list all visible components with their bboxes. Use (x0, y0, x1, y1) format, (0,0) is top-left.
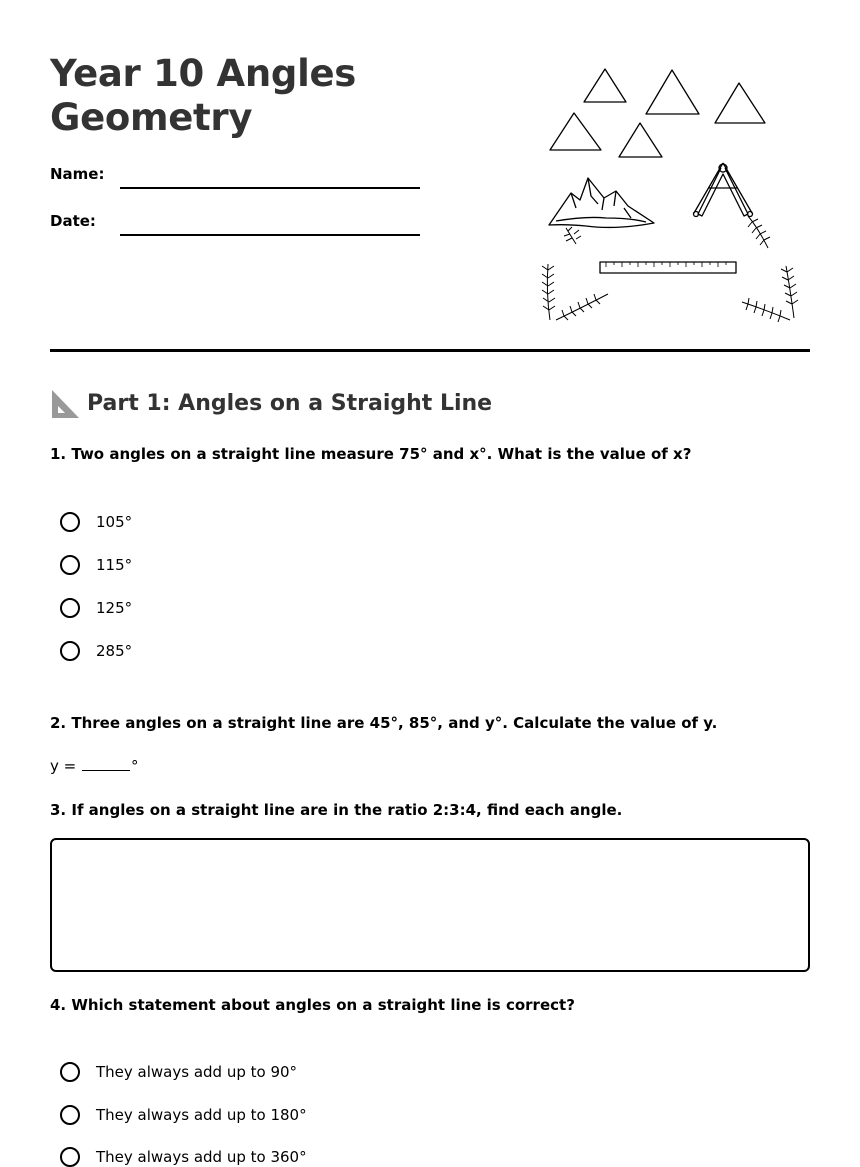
header-divider (50, 349, 810, 352)
answer-prefix: y = (50, 757, 77, 775)
date-field[interactable] (120, 234, 420, 236)
option-label: They always add up to 90° (96, 1063, 298, 1081)
q1-option-d[interactable] (60, 641, 132, 661)
section-heading (50, 386, 492, 420)
triangle-icon (646, 70, 699, 114)
compass-icon (694, 163, 753, 217)
question-4-text: 4. Which statement about angles on a straight line is correct? (50, 996, 575, 1014)
ruler-icon (600, 262, 736, 273)
question-2-text: 2. Three angles on a straight line are 45°, 85°, and y°. Calculate the value of y. (50, 714, 718, 732)
q2-answer-line (50, 756, 139, 775)
triangle-icon (550, 113, 601, 150)
fern-icon (542, 216, 798, 322)
answer-suffix: ° (131, 757, 139, 775)
option-label: 115° (96, 556, 133, 574)
name-label: Name: (50, 165, 105, 183)
triangle-icon (715, 83, 765, 123)
radio-button[interactable] (60, 1147, 80, 1167)
option-label: 105° (96, 513, 133, 531)
name-field[interactable] (120, 187, 420, 189)
radio-button[interactable] (60, 641, 80, 661)
question-1-text: 1. Two angles on a straight line measure 75° and x°. What is the value of x? (50, 445, 692, 463)
q1-option-c[interactable] (60, 598, 132, 618)
q4-option-b[interactable] (60, 1105, 307, 1125)
q3-answer-box[interactable] (50, 838, 810, 972)
radio-button[interactable] (60, 512, 80, 532)
q2-answer-field[interactable] (82, 756, 130, 771)
title-line-2: Geometry (50, 96, 253, 139)
geometry-illustration (536, 58, 806, 330)
q4-option-a[interactable] (60, 1062, 297, 1082)
worksheet-title (50, 52, 356, 140)
radio-button[interactable] (60, 598, 80, 618)
radio-button[interactable] (60, 1062, 80, 1082)
option-label: They always add up to 180° (96, 1106, 307, 1124)
triangle-icon (584, 69, 626, 102)
radio-button[interactable] (60, 1105, 80, 1125)
q4-option-c[interactable] (60, 1147, 307, 1167)
date-label: Date: (50, 212, 96, 230)
mountain-icon (549, 178, 654, 227)
option-label: 285° (96, 642, 133, 660)
set-square-icon (50, 386, 80, 420)
option-label: They always add up to 360° (96, 1148, 307, 1166)
title-line-1: Year 10 Angles (50, 52, 357, 95)
option-label: 125° (96, 599, 133, 617)
radio-button[interactable] (60, 555, 80, 575)
triangle-icon (619, 123, 662, 157)
q1-option-b[interactable] (60, 555, 132, 575)
question-3-text: 3. If angles on a straight line are in the ratio 2:3:4, find each angle. (50, 801, 623, 819)
q1-option-a[interactable] (60, 512, 132, 532)
section-title: Part 1: Angles on a Straight Line (87, 390, 493, 416)
